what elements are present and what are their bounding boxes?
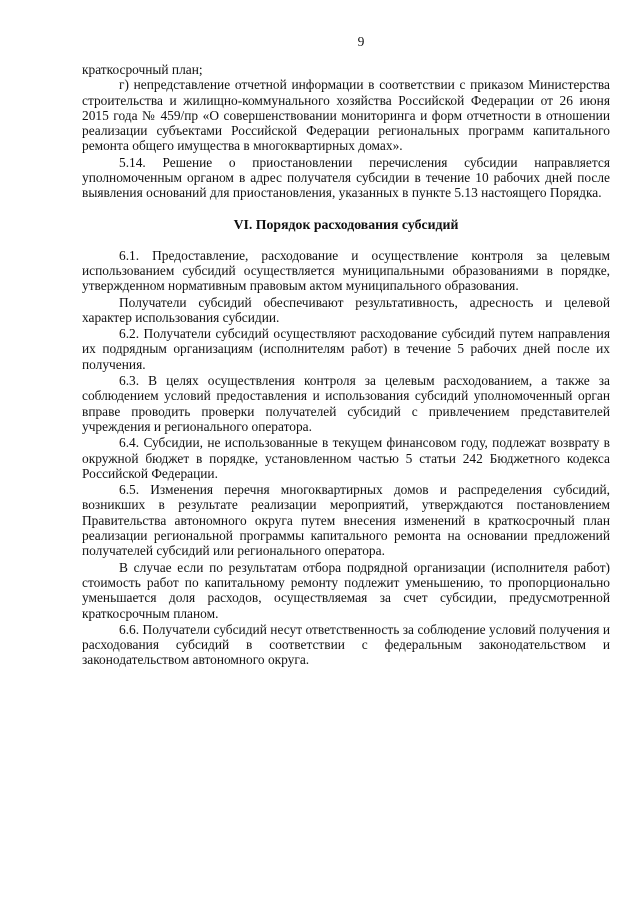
paragraph-6-1-recipients: Получатели субсидий обеспечивают результативность, адресность и целевой характер использования субсидии. xyxy=(82,294,610,325)
paragraph-6-2: 6.2. Получатели субсидий осуществляют расходование субсидий путем направления их подрядным организациям (исполнителям работ) в течение 5 рабочих дней после их получения. xyxy=(82,326,610,372)
paragraph-6-4: 6.4. Субсидии, не использованные в текущем финансовом году, подлежат возврату в окружной бюджет в порядке, установленном частью 5 статьи 242 Бюджетного кодекса Российской Федерации. xyxy=(82,435,610,481)
paragraph-6-5: 6.5. Изменения перечня многоквартирных домов и распределения субсидий, возникших в результате реализации мероприятий, утверждаются постановлением Правительства автономного округа путем внесения изменений в краткосрочный план реализации региональной программы капитального ремонта на основании предложений получателей субсидий или регионального оператора. xyxy=(82,482,610,559)
paragraph-5-14: 5.14. Решение о приостановлении перечисления субсидии направляется уполномоченным органом в адрес получателя субсидии в течение 10 рабочих дней после выявления оснований для приостановления, указанных в пункте 5.13 настоящего Порядка. xyxy=(82,154,610,201)
paragraph-6-1: 6.1. Предоставление, расходование и осуществление контроля за целевым использованием субсидий осуществляется муниципальными образованиями в порядке, утвержденном нормативным правовым актом муниципального образования. xyxy=(82,247,610,294)
section-title: VI. Порядок расходования субсидий xyxy=(233,216,459,232)
paragraph-6-3: 6.3. В целях осуществления контроля за целевым расходованием, а также за соблюдением условий предоставления и использования субсидий уполномоченный орган вправе проводить проверки получателей субсидий с привлечением представителей учреждения и регионального оператора. xyxy=(82,373,610,434)
paragraph-continuation: краткосрочный план; xyxy=(82,62,203,77)
paragraph-6-6: 6.6. Получатели субсидий несут ответственность за соблюдение условий получения и расходования субсидий в соответствии с федеральным законодательством и законодательством автономного округа. xyxy=(82,621,610,668)
paragraph-item-g: г) непредставление отчетной информации в соответствии с приказом Министерства строительства и жилищно-коммунального хозяйства Российской Федерации от 26 июня 2015 года № 459/пр «О совершенствовании мониторинга и форм отчетности в отношении реализации субъектами Российской Федерации региональных программ капитального ремонта общего имущества в многоквартирных домах». xyxy=(82,77,610,154)
paragraph-6-5-reduction: В случае если по результатам отбора подрядной организации (исполнителя работ) стоимость работ по капитальному ремонту подлежит уменьшению, то пропорционально уменьшается доля расходов, осуществляемая за счет субсидии, предусмотренной краткосрочным планом. xyxy=(82,559,610,621)
page-number: 9 xyxy=(357,34,365,49)
